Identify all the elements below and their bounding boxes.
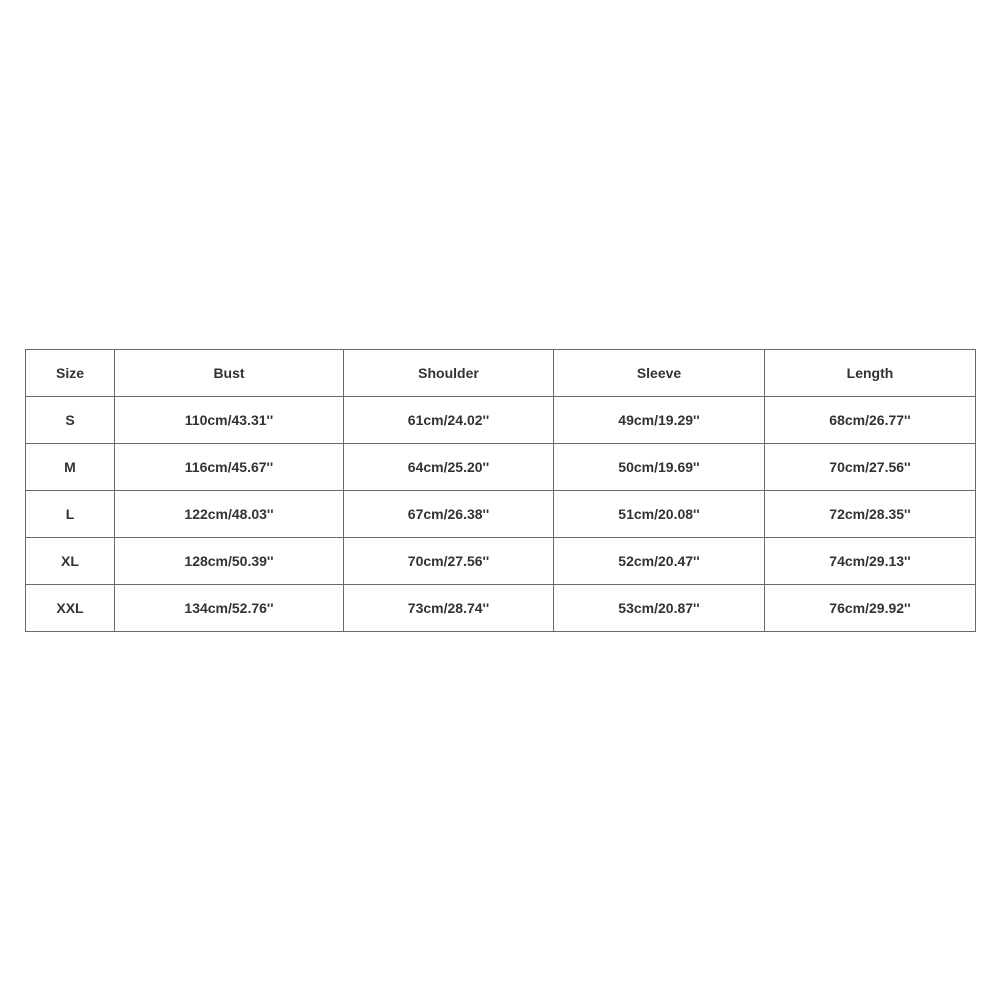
shoulder-cell: 70cm/27.56'' (344, 538, 554, 585)
sleeve-cell: 50cm/19.69'' (554, 444, 765, 491)
table-row (26, 397, 976, 444)
size-cell: XL (26, 538, 115, 585)
length-cell: 68cm/26.77'' (765, 397, 976, 444)
sleeve-cell: 49cm/19.29'' (554, 397, 765, 444)
table-header-row (26, 350, 976, 397)
column-header-bust: Bust (115, 350, 344, 397)
column-header-shoulder: Shoulder (344, 350, 554, 397)
shoulder-cell: 73cm/28.74'' (344, 585, 554, 632)
table-row (26, 444, 976, 491)
column-header-size: Size (26, 350, 115, 397)
shoulder-cell: 64cm/25.20'' (344, 444, 554, 491)
column-header-length: Length (765, 350, 976, 397)
table-row (26, 585, 976, 632)
size-chart-table (25, 349, 976, 632)
size-cell: M (26, 444, 115, 491)
length-cell: 70cm/27.56'' (765, 444, 976, 491)
shoulder-cell: 67cm/26.38'' (344, 491, 554, 538)
size-cell: XXL (26, 585, 115, 632)
table-row (26, 538, 976, 585)
bust-cell: 128cm/50.39'' (115, 538, 344, 585)
bust-cell: 122cm/48.03'' (115, 491, 344, 538)
length-cell: 72cm/28.35'' (765, 491, 976, 538)
bust-cell: 134cm/52.76'' (115, 585, 344, 632)
shoulder-cell: 61cm/24.02'' (344, 397, 554, 444)
bust-cell: 110cm/43.31'' (115, 397, 344, 444)
sleeve-cell: 52cm/20.47'' (554, 538, 765, 585)
table-row (26, 491, 976, 538)
sleeve-cell: 51cm/20.08'' (554, 491, 765, 538)
size-cell: L (26, 491, 115, 538)
length-cell: 74cm/29.13'' (765, 538, 976, 585)
sleeve-cell: 53cm/20.87'' (554, 585, 765, 632)
column-header-sleeve: Sleeve (554, 350, 765, 397)
length-cell: 76cm/29.92'' (765, 585, 976, 632)
bust-cell: 116cm/45.67'' (115, 444, 344, 491)
size-cell: S (26, 397, 115, 444)
